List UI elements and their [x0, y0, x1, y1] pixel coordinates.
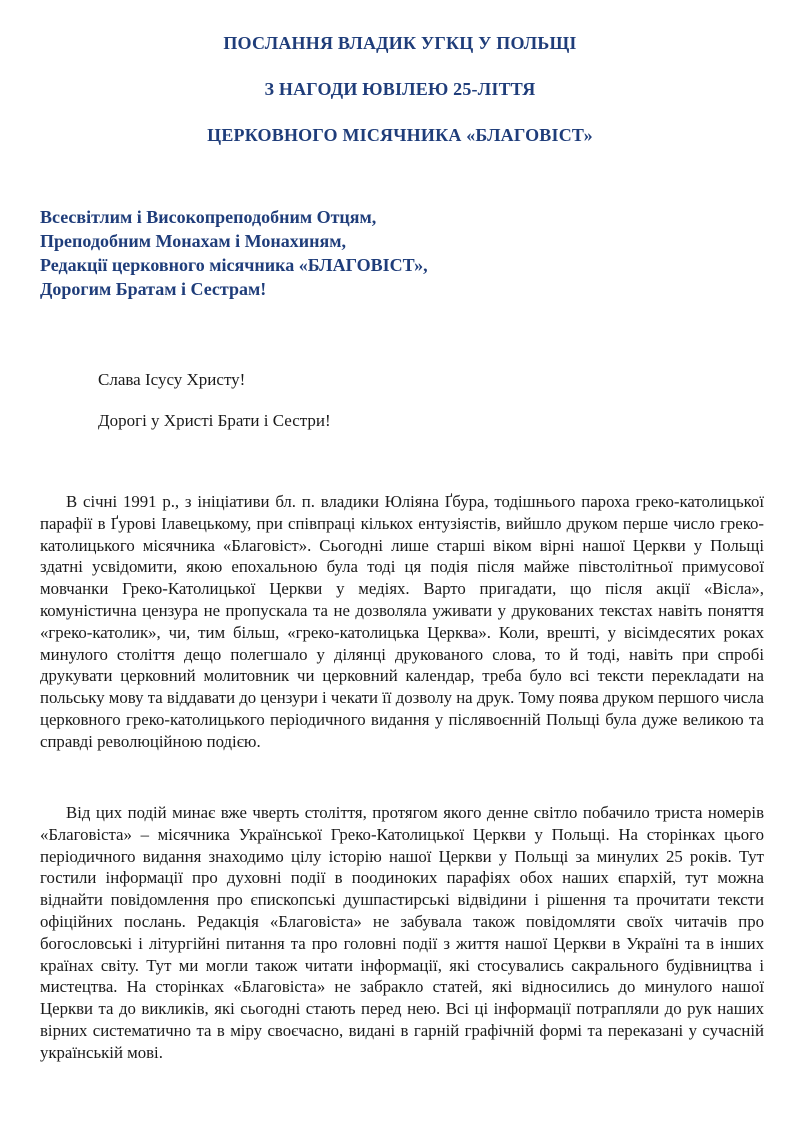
title-line-3: ЦЕРКОВНОГО МІСЯЧНИКА «БЛАГОВІСТ»	[207, 125, 593, 145]
body-paragraph-1: В січні 1991 р., з ініціативи бл. п. владики Юліяна Ґбура, тодішнього пароха греко-католицької парафії в Ґурові Ілавецькому, при співпраці кількох ентузіястів, вийшло друком перше число греко-католицького місячника «Благовіст». Сьогодні лише старші віком вірні нашої Церкви у Польщі здатні усвідомити, якою епохальною була тоді ця подія після майже півстолітньої примусової мовчанки Греко-Католицької Церкви у медіях. Варто пригадати, що після акції «Вісла», комуністична цензура не пропускала та не дозволяла уживати у друкованих текстах навіть поняття «греко-католик», чи, тим більш, «греко-католицька Церква». Коли, врешті, у вісімдесятих роках минулого століття дещо полегшало у ділянці друкованого слова, то й тоді, навіть при спробі друкувати церковний молитовник чи церковний календар, треба було всі тексти перекладати на польську мову та віддавати до цензури і чекати її дозволу на друк. Тому поява друком першого числа церковного греко-католицького періодичного видання у післявоєнній Польщі була дуже великою та справді революційною подією.	[40, 492, 764, 751]
salutation-brothers-sisters: Дорогі у Христі Брати і Сестри!	[98, 411, 331, 430]
address-line-4: Дорогим Братам і Сестрам!	[40, 279, 267, 299]
address-line-3: Редакції церковного місячника «БЛАГОВІСТ»,	[40, 255, 428, 275]
address-block	[40, 205, 760, 301]
address-line-1: Всесвітлим і Високопреподобним Отцям,	[40, 207, 377, 227]
title-line-2: З НАГОДИ ЮВІЛЕЮ 25-ЛІТТЯ	[264, 79, 536, 99]
address-line-2: Преподобним Монахам і Монахиням,	[40, 231, 346, 251]
title-line-1: ПОСЛАННЯ ВЛАДИК УГКЦ У ПОЛЬЩІ	[223, 33, 577, 53]
salutation-glory: Слава Ісусу Христу!	[98, 370, 246, 389]
body-paragraph-2: Від цих подій минає вже чверть століття, протягом якого денне світло побачило триста номерів «Благовіста» – місячника Української Греко-Католицької Церкви у Польщі. На сторінках цього періодичного видання знаходимо цілу історію нашої Церкви у Польщі за минулих 25 років. Тут гостили інформації про духовні події в поодиноких парафіях обох наших єпархій, тут можна віднайти повідомлення про єпископські душпастирські відвідини і рішення та прочитати тексти офіційних послань. Редакція «Благовіста» не забувала також повідомляти своїх читачів про богословські і літургійні питання та про головні події з життя нашої Церкви в Україні та в інших країнах світу. Тут ми могли також читати інформації, які стосувались сакрального будівництва і мистецтва. На сторінках «Благовіста» не забракло статей, які відносились до минулого нашої Церкви та до викликів, які сьогодні стають перед нею. Всі ці інформації потрапляли до рук наших вірних систематично та в міру своєчасно, видані в гарній графічній формі та переказані у сучасній українській мові.	[40, 803, 764, 1062]
